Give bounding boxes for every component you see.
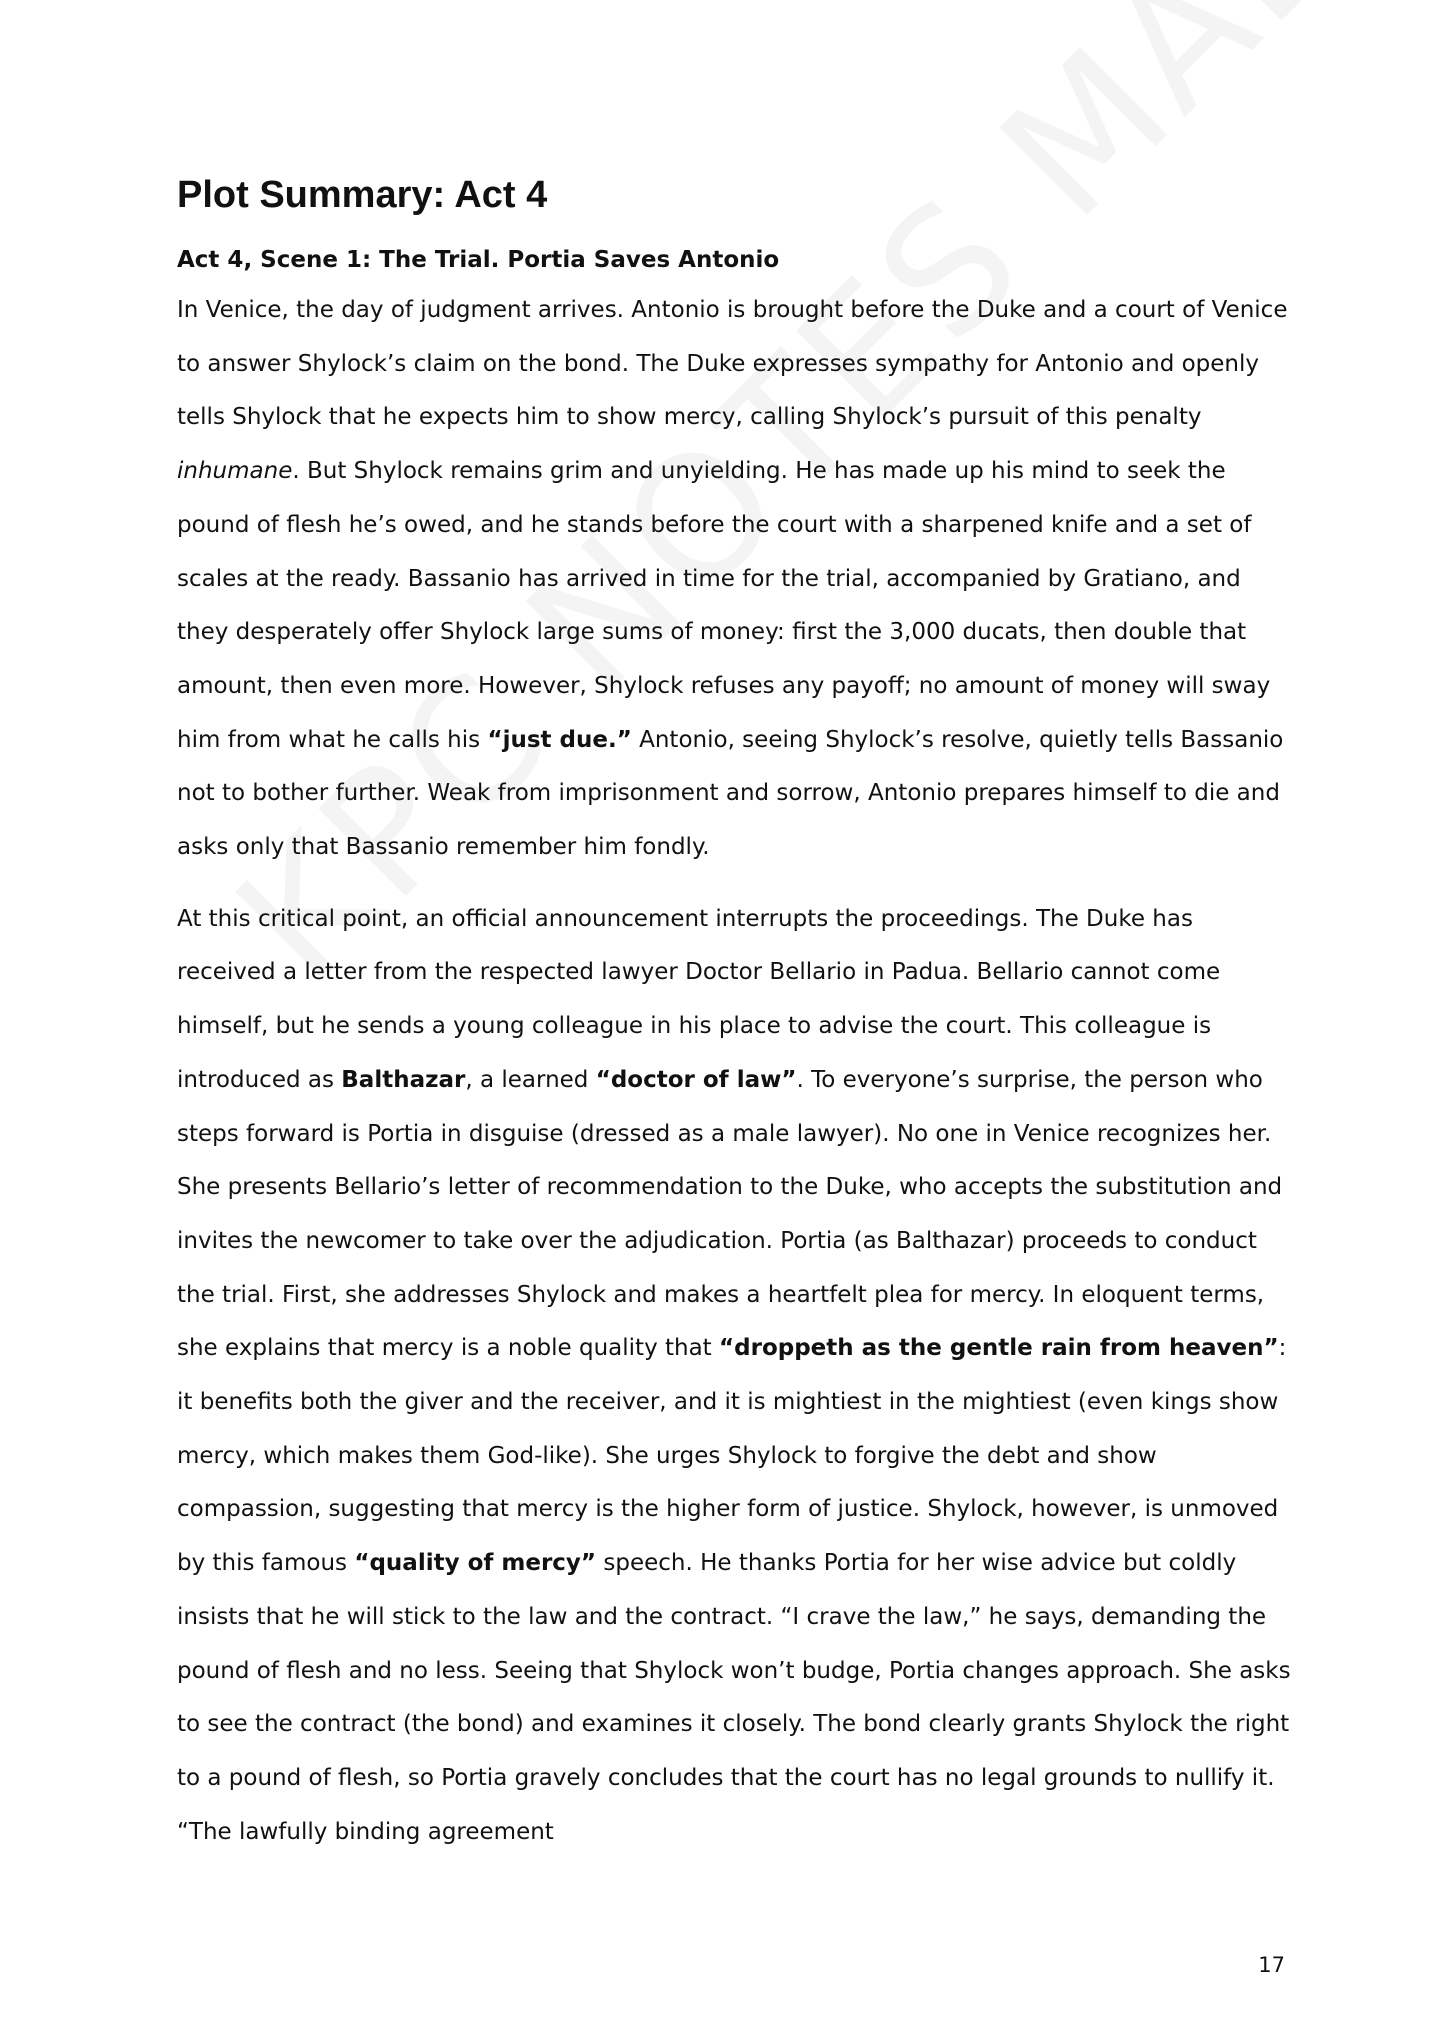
- quote-doctor-of-law: “doctor of law”: [595, 1066, 797, 1093]
- paragraph-2-text-5: speech. He thanks Portia for her wise advice but coldly insists that he will stick to the law and the contract. “I crave the law,” he says, demanding the pound of flesh and no less. Seeing that Shylock won’t budge, Portia changes approach. She asks to see the contract (the bond) and examines it closely. The bond clearly grants Shylock the right to a pound of flesh, so Portia gravely concludes that the court has no legal grounds to nullify it. “The lawfully binding agreement: [177, 1550, 1291, 1845]
- paragraph-2-text-4: : it benefits both the giver and the receiver, and it is mightiest in the mightiest (even kings show mercy, which makes them God-like). She urges Shylock to forgive the debt and show compassion, suggesting that mercy is the higher form of justice. Shylock, however, is unmoved by this famous: [177, 1335, 1287, 1577]
- paragraph-1: [177, 284, 1297, 875]
- paragraph-1-text-1: In Venice, the day of judgment arrives. Antonio is brought before the Duke and a court of Venice to answer Shylock’s claim on the bond. The Duke expresses sympathy for Antonio and openly tells Shylock that he expects him to show mercy, calling Shylock’s pursuit of this penalty: [177, 297, 1288, 431]
- paragraph-1-text-3: Antonio, seeing Shylock’s resolve, quietly tells Bassanio not to bother further. Weak from imprisonment and sorrow, Antonio prepares himself to die and asks only that Bassanio remember him fondly.: [177, 726, 1284, 861]
- page-content: [177, 172, 1297, 1859]
- quote-droppeth: “droppeth as the gentle rain from heaven”: [719, 1335, 1279, 1362]
- paragraph-1-text-2: . But Shylock remains grim and unyielding. He has made up his mind to seek the pound of flesh he’s owed, and he stands before the court with a sharpened knife and a set of scales at the ready. Bassanio has arrived in time for the trial, accompanied by Gratiano, and they desperately offer Shylock large sums of money: first the 3,000 ducats, then double that amount, then even more. However, Shylock refuses any payoff; no amount of money will sway him from what he calls his: [177, 458, 1271, 753]
- paragraph-2: [177, 893, 1297, 1860]
- name-balthazar: Balthazar: [341, 1066, 466, 1093]
- page-number: 17: [1258, 1953, 1285, 1977]
- quote-just-due: “just due.”: [487, 726, 632, 753]
- page-title: Plot Summary: Act 4: [177, 174, 548, 216]
- emphasis-inhumane: inhumane: [177, 458, 293, 485]
- section-heading: Act 4, Scene 1: The Trial. Portia Saves Antonio: [177, 247, 780, 273]
- paragraph-2-text-3: . To everyone’s surprise, the person who steps forward is Portia in disguise (dressed as a male lawyer). No one in Venice recognizes her. She presents Bellario’s letter of recommendation to the Duke, who accepts the substitution and invites the newcomer to take over the adjudication. Portia (as Balthazar) proceeds to conduct the trial. First, she addresses Shylock and makes a heartfelt plea for mercy. In eloquent terms, she explains that mercy is a noble quality that: [177, 1066, 1283, 1362]
- quote-quality-of-mercy: “quality of mercy”: [354, 1550, 597, 1577]
- paragraph-2-text-2: , a learned: [465, 1066, 596, 1093]
- paragraph-2-text-1: At this critical point, an official announcement interrupts the proceedings. The Duke has received a letter from the respected lawyer Doctor Bellario in Padua. Bellario cannot come himself, but he sends a young colleague in his place to advise the court. This colleague is introduced as: [177, 905, 1221, 1093]
